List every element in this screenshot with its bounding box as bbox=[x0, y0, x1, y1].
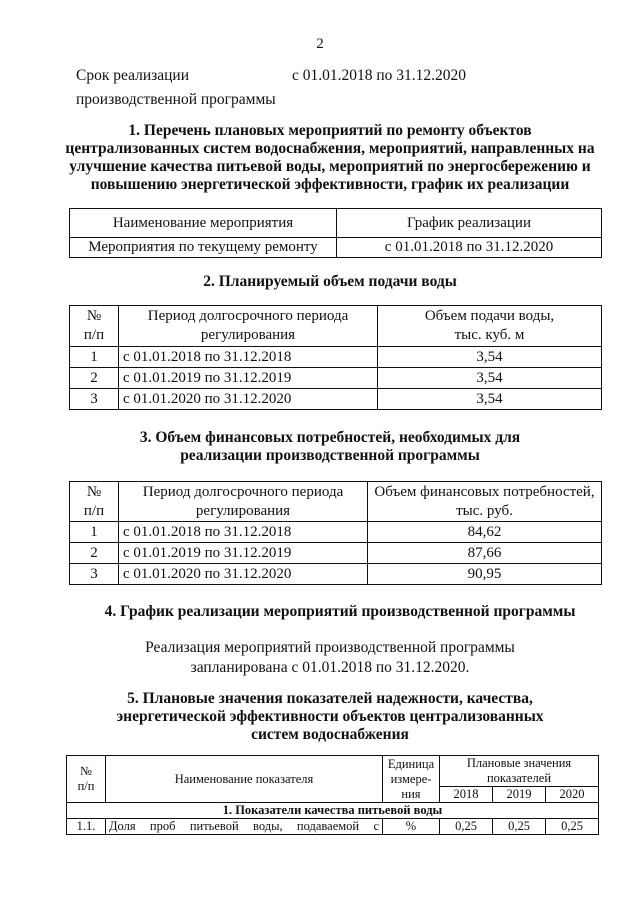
column-header: График реализации bbox=[337, 209, 602, 238]
column-header-period bbox=[119, 306, 378, 347]
section1-heading-line: улучшение качества питьевой воды, мероприятий по энергосбережению и bbox=[69, 158, 591, 175]
table-cell: % bbox=[383, 819, 440, 835]
table-cell: Доля проб питьевой воды, подаваемой с bbox=[106, 819, 383, 835]
table-group-row bbox=[67, 803, 599, 819]
term-label-line2: производственной программы bbox=[76, 91, 276, 108]
table-cell: 1.1. bbox=[67, 819, 106, 835]
column-header-no bbox=[67, 756, 106, 803]
table-cell: 90,95 bbox=[368, 564, 602, 585]
section2-heading: 2. Планируемый объем подачи воды bbox=[203, 273, 457, 290]
section1-heading-line: централизованных систем водоснабжения, мероприятий, направленных на bbox=[65, 140, 595, 157]
year-header: 2020 bbox=[546, 787, 599, 803]
term-value: с 01.01.2018 по 31.12.2020 bbox=[292, 67, 467, 84]
column-header-no bbox=[70, 306, 119, 347]
table-cell: с 01.01.2019 по 31.12.2019 bbox=[119, 543, 368, 564]
table-row bbox=[67, 819, 599, 835]
water-volume-table bbox=[69, 305, 602, 410]
table-row bbox=[70, 347, 602, 368]
table-cell: с 01.01.2018 по 31.12.2018 bbox=[119, 522, 368, 543]
financial-needs-table bbox=[69, 481, 602, 585]
header-line: ния bbox=[401, 786, 421, 801]
table-cell: 1 bbox=[70, 347, 119, 368]
term-label-line1: Срок реализации bbox=[76, 67, 189, 84]
table-header-row bbox=[70, 482, 602, 522]
table-row bbox=[70, 389, 602, 410]
group-title: 1. Показатели качества питьевой воды bbox=[67, 803, 599, 819]
column-header-name: Наименование показателя bbox=[106, 756, 383, 803]
header-line: п/п bbox=[83, 502, 105, 519]
header-line: регулирования bbox=[195, 502, 291, 519]
section5-heading-line: энергетической эффективности объектов централизованных bbox=[116, 708, 544, 725]
header-line: п/п bbox=[77, 779, 95, 793]
header-line: Период долгосрочного периода bbox=[142, 483, 344, 500]
table-header-row bbox=[70, 306, 602, 347]
column-header-volume bbox=[378, 306, 602, 347]
table-row bbox=[70, 238, 602, 258]
table-cell: 2 bbox=[70, 543, 119, 564]
column-header-finance bbox=[368, 482, 602, 522]
header-line: регулирования bbox=[200, 327, 296, 343]
section1-heading-line: 1. Перечень плановых мероприятий по ремонту объектов bbox=[128, 122, 532, 139]
table-cell: с 01.01.2020 по 31.12.2020 bbox=[119, 564, 368, 585]
section3-heading-line: 3. Объем финансовых потребностей, необходимых для bbox=[139, 429, 521, 446]
table-cell: с 01.01.2020 по 31.12.2020 bbox=[119, 389, 378, 410]
year-header: 2019 bbox=[493, 787, 546, 803]
term-label bbox=[76, 64, 276, 112]
header-line: № bbox=[86, 308, 102, 324]
header-line: п/п bbox=[83, 327, 105, 343]
table-row bbox=[70, 564, 602, 585]
table-cell: 3,54 bbox=[378, 389, 602, 410]
header-line: тыс. куб. м bbox=[454, 327, 525, 343]
table-cell: 0,25 bbox=[546, 819, 599, 835]
header-line: № bbox=[80, 764, 92, 778]
section4-text-line: Реализация мероприятий производственной программы bbox=[145, 639, 515, 656]
year-header: 2018 bbox=[440, 787, 493, 803]
table-header-row bbox=[70, 209, 602, 238]
section1-heading bbox=[40, 122, 620, 194]
section5-heading bbox=[40, 690, 620, 744]
table-cell: 0,25 bbox=[493, 819, 546, 835]
header-line: тыс. руб. bbox=[456, 502, 513, 519]
table-cell: 2 bbox=[70, 368, 119, 389]
section3-heading-line: реализации производственной программы bbox=[180, 447, 480, 464]
page-number: 2 bbox=[316, 36, 324, 52]
table-cell: 3,54 bbox=[378, 368, 602, 389]
table-cell: с 01.01.2019 по 31.12.2019 bbox=[119, 368, 378, 389]
column-header-unit bbox=[383, 756, 440, 803]
header-line: Объем финансовых потребностей, bbox=[374, 483, 595, 500]
table-cell: Мероприятия по текущему ремонту bbox=[70, 238, 337, 258]
table-cell: 87,66 bbox=[368, 543, 602, 564]
header-line: Объем подачи воды, bbox=[424, 308, 555, 324]
header-line: показателей bbox=[486, 771, 552, 785]
table-cell: 3,54 bbox=[378, 347, 602, 368]
header-line: № bbox=[86, 483, 102, 500]
table-header-row bbox=[67, 756, 599, 787]
indicators-table bbox=[66, 755, 599, 835]
table-row bbox=[70, 522, 602, 543]
table-cell: 1 bbox=[70, 522, 119, 543]
section4-heading: 4. График реализации мероприятий производственной программы bbox=[104, 603, 576, 620]
table-cell: 3 bbox=[70, 564, 119, 585]
section4-text-line: запланирована с 01.01.2018 по 31.12.2020. bbox=[190, 659, 470, 676]
section4-text bbox=[40, 638, 620, 678]
table-row bbox=[70, 368, 602, 389]
table-row bbox=[70, 543, 602, 564]
section1-heading-line: повышению энергетической эффективности, график их реализации bbox=[90, 176, 570, 193]
section3-heading bbox=[40, 429, 620, 465]
column-header: Наименование мероприятия bbox=[70, 209, 337, 238]
header-line: Плановые значения bbox=[466, 756, 572, 770]
header-line: измере- bbox=[390, 771, 432, 786]
header-line: Период долгосрочного периода bbox=[147, 308, 349, 324]
table-cell: 3 bbox=[70, 389, 119, 410]
table-cell: 84,62 bbox=[368, 522, 602, 543]
table-cell: 0,25 bbox=[440, 819, 493, 835]
table-cell: с 01.01.2018 по 31.12.2018 bbox=[119, 347, 378, 368]
table-cell: с 01.01.2018 по 31.12.2020 bbox=[337, 238, 602, 258]
activities-table bbox=[69, 208, 602, 258]
column-header-plan bbox=[440, 756, 599, 787]
column-header-period bbox=[119, 482, 368, 522]
section5-heading-line: 5. Плановые значения показателей надежности, качества, bbox=[127, 690, 533, 707]
column-header-no bbox=[70, 482, 119, 522]
header-line: Единица bbox=[387, 756, 435, 771]
section5-heading-line: систем водоснабжения bbox=[251, 726, 409, 743]
